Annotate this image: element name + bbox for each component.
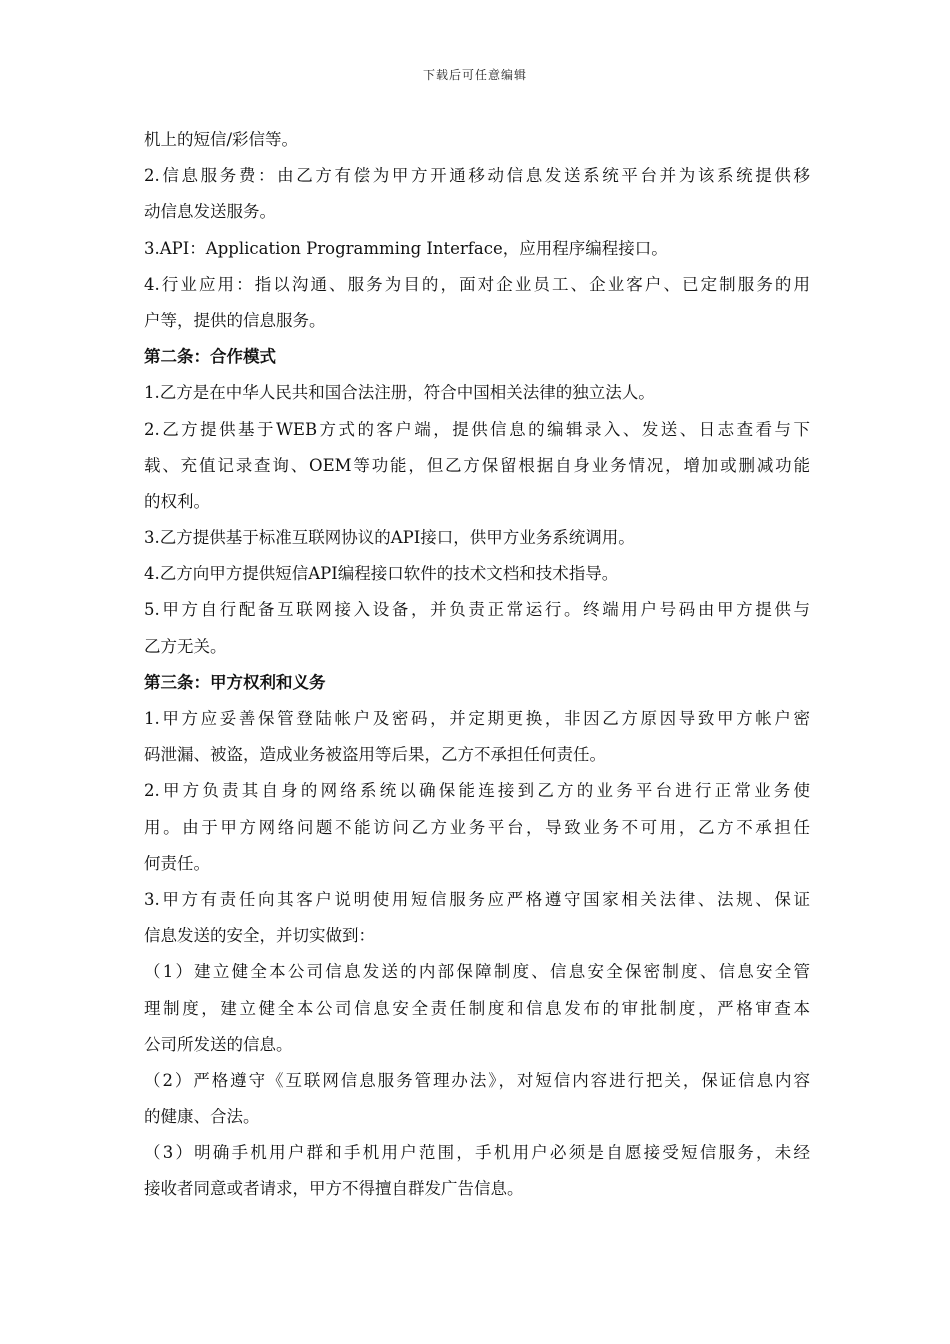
paragraph-line: 机上的短信/彩信等。	[144, 130, 299, 149]
paragraph-line: 3.API：Application Programming Interface，应用程序编程接口。	[144, 238, 668, 258]
paragraph-line: 户等，提供的信息服务。	[144, 310, 326, 330]
paragraph-line: 动信息发送服务。	[144, 202, 276, 222]
paragraph-line: （2）严格遵守《互联网信息服务管理办法》，对短信内容进行把关，保证信息内容	[144, 1070, 810, 1090]
paragraph-line: （1）建立健全本公司信息发送的内部保障制度、信息安全保密制度、信息安全管	[144, 962, 810, 982]
page-header-note: 下载后可任意编辑	[422, 68, 527, 82]
paragraph-line: 信息发送的安全，并切实做到：	[144, 926, 375, 946]
paragraph-line: （3）明确手机用户群和手机用户范围，手机用户必须是自愿接受短信服务，未经	[144, 1143, 810, 1163]
paragraph-line: 的健康、合法。	[144, 1107, 260, 1127]
paragraph-line: 2.信息服务费：由乙方有偿为甲方开通移动信息发送系统平台并为该系统提供移	[144, 166, 810, 186]
paragraph-line: 1.甲方应妥善保管登陆帐户及密码，并定期更换，非因乙方原因导致甲方帐户密	[144, 709, 810, 728]
document-body	[144, 122, 810, 1208]
paragraph-line: 3.甲方有责任向其客户说明使用短信服务应严格遵守国家相关法律、法规、保证	[144, 889, 810, 909]
paragraph-line: 的权利。	[144, 491, 210, 511]
paragraph-line: 乙方无关。	[144, 636, 227, 656]
section-heading: 第二条：合作模式	[144, 347, 276, 367]
paragraph-line: 4.行业应用：指以沟通、服务为目的，面对企业员工、企业客户、已定制服务的用	[144, 274, 810, 294]
paragraph-line: 5.甲方自行配备互联网接入设备，并负责正常运行。终端用户号码由甲方提供与	[144, 600, 810, 620]
paragraph-line: 公司所发送的信息。	[144, 1034, 293, 1054]
paragraph-line: 载、充值记录查询、OEM等功能，但乙方保留根据自身业务情况，增加或删减功能	[144, 455, 810, 475]
paragraph-line: 接收者同意或者请求，甲方不得擅自群发广告信息。	[144, 1179, 524, 1199]
paragraph-line: 用。由于甲方网络问题不能访问乙方业务平台，导致业务不可用，乙方不承担任	[144, 817, 810, 837]
paragraph-line: 3.乙方提供基于标准互联网协议的API接口，供甲方业务系统调用。	[144, 528, 635, 548]
paragraph-line: 理制度，建立健全本公司信息安全责任制度和信息发布的审批制度，严格审查本	[144, 998, 810, 1018]
paragraph-line: 2.乙方提供基于WEB方式的客户端，提供信息的编辑录入、发送、日志查看与下	[144, 419, 810, 439]
paragraph-line: 4.乙方向甲方提供短信API编程接口软件的技术文档和技术指导。	[144, 564, 619, 584]
paragraph-line: 何责任。	[144, 853, 210, 873]
paragraph-line: 2.甲方负责其自身的网络系统以确保能连接到乙方的业务平台进行正常业务使	[144, 781, 810, 801]
section-heading: 第三条：甲方权利和义务	[144, 672, 326, 692]
paragraph-line: 码泄漏、被盗，造成业务被盗用等后果，乙方不承担任何责任。	[144, 745, 606, 765]
paragraph-line: 1.乙方是在中华人民共和国合法注册，符合中国相关法律的独立法人。	[144, 383, 655, 403]
